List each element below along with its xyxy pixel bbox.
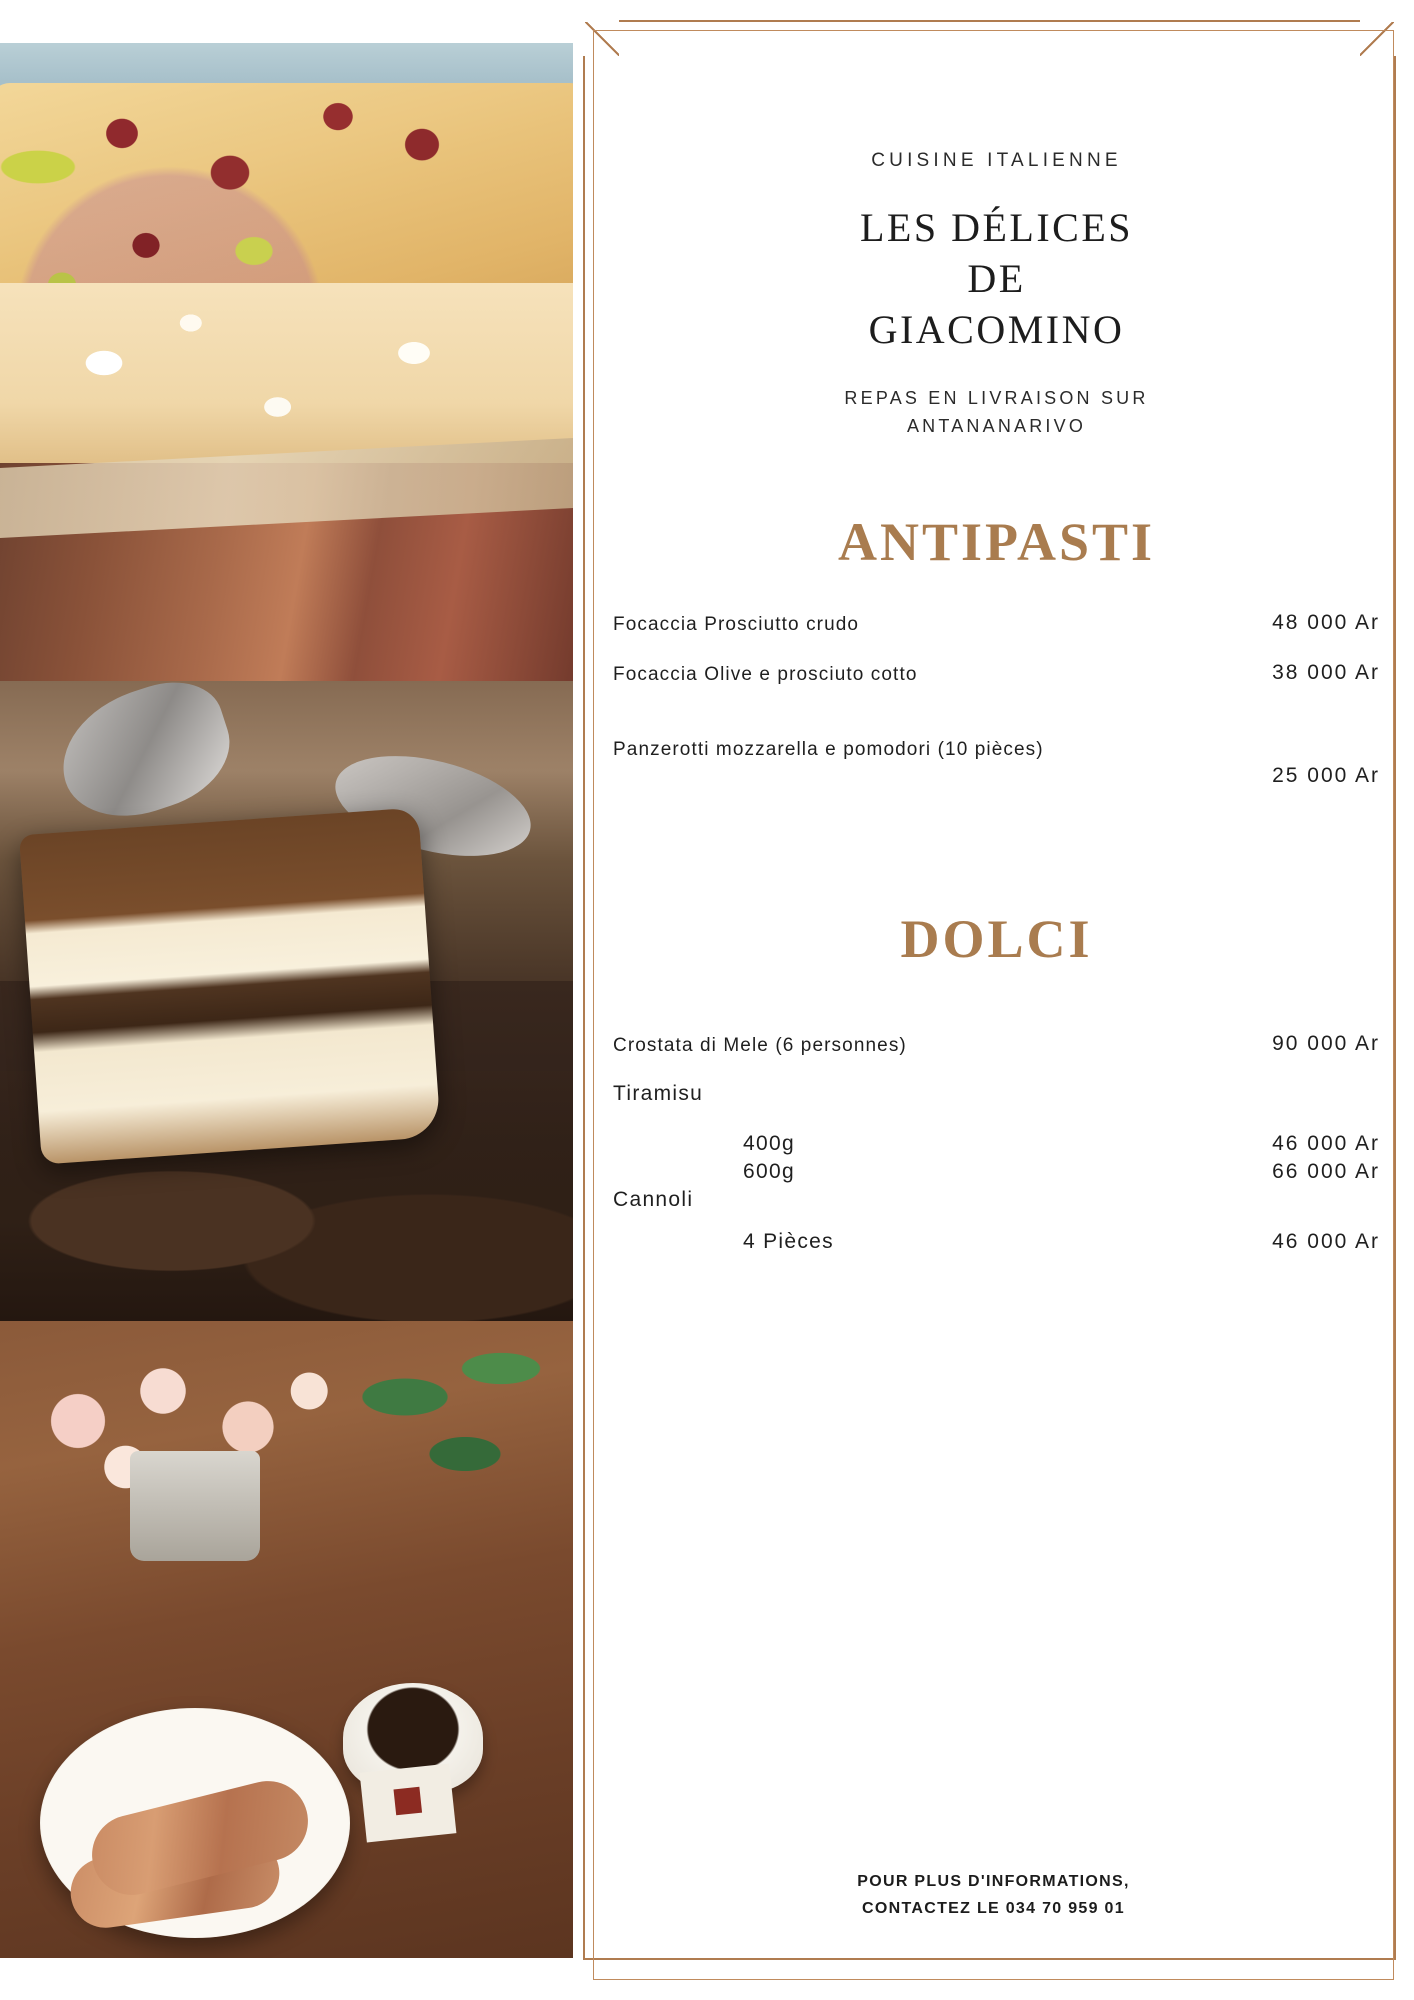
- item-name: 600g: [743, 1159, 795, 1183]
- item-name-tiramisu: Tiramisu: [613, 1081, 704, 1105]
- item-price: 66 000 Ar: [1272, 1159, 1380, 1183]
- item-name: 400g: [743, 1131, 795, 1155]
- menu-row: [613, 1032, 1380, 1060]
- menu-subrow: [613, 1132, 1380, 1156]
- brand-line-1: LES DÉLICES: [859, 205, 1134, 250]
- tiramisu-slice: [19, 807, 441, 1164]
- item-name: Panzerotti mozzarella e pomodori (10 pièces): [613, 739, 1044, 761]
- brand-line-3: GIACOMINO: [868, 307, 1125, 353]
- photo-tiramisu: [0, 681, 573, 1321]
- item-name: Focaccia Prosciutto crudo: [613, 614, 860, 636]
- menu-subrow: [613, 1160, 1380, 1184]
- item-name: Focaccia Olive e prosciuto cotto: [613, 663, 918, 685]
- item-price: 90 000 Ar: [1272, 1032, 1380, 1056]
- item-name: 4 Pièces: [743, 1229, 834, 1253]
- photo-focaccia: [0, 43, 573, 681]
- menu-content: [613, 150, 1380, 1940]
- item-price: 48 000 Ar: [1272, 611, 1380, 635]
- menu-row: [613, 611, 1380, 639]
- subtitle-line-2: ANTANANARIVO: [906, 416, 1087, 437]
- antipasti-items: [613, 611, 1380, 788]
- item-price: 25 000 Ar: [1272, 764, 1380, 788]
- item-name-cannoli: Cannoli: [613, 1187, 694, 1211]
- item-price: 38 000 Ar: [1272, 660, 1380, 684]
- item-price: 46 000 Ar: [1272, 1229, 1380, 1253]
- photo-cannoli: [0, 1321, 573, 1958]
- menu-subrow: [613, 1230, 1380, 1254]
- menu-row: [613, 736, 1380, 788]
- item-price: 46 000 Ar: [1272, 1131, 1380, 1155]
- brand-line-2: DE: [967, 256, 1026, 302]
- brand-card: [360, 1763, 457, 1842]
- footer-line-1: POUR PLUS D'INFORMATIONS,: [857, 1872, 1130, 1890]
- wooden-board: [0, 463, 573, 681]
- menu-panel: [573, 0, 1414, 2000]
- footer-contact: [633, 1868, 1354, 1922]
- cuisine-eyebrow: CUISINE ITALIENNE: [871, 150, 1122, 171]
- item-name: Crostata di Mele (6 personnes): [613, 1035, 907, 1057]
- photo-column: [0, 43, 573, 1958]
- foliage-decoration: [333, 1321, 573, 1511]
- vase: [130, 1451, 260, 1561]
- delivery-subtitle: [613, 384, 1380, 442]
- menu-row: [613, 661, 1380, 689]
- section-title-antipasti: ANTIPASTI: [837, 512, 1156, 573]
- logo-icon: [394, 1787, 423, 1816]
- dolci-items: [613, 1032, 1380, 1254]
- subtitle-line-1: REPAS EN LIVRAISON SUR: [844, 387, 1149, 408]
- brand-title: [613, 202, 1380, 356]
- footer-line-2: CONTACTEZ LE 034 70 959 01: [862, 1899, 1125, 1917]
- section-title-dolci: DOLCI: [900, 909, 1093, 970]
